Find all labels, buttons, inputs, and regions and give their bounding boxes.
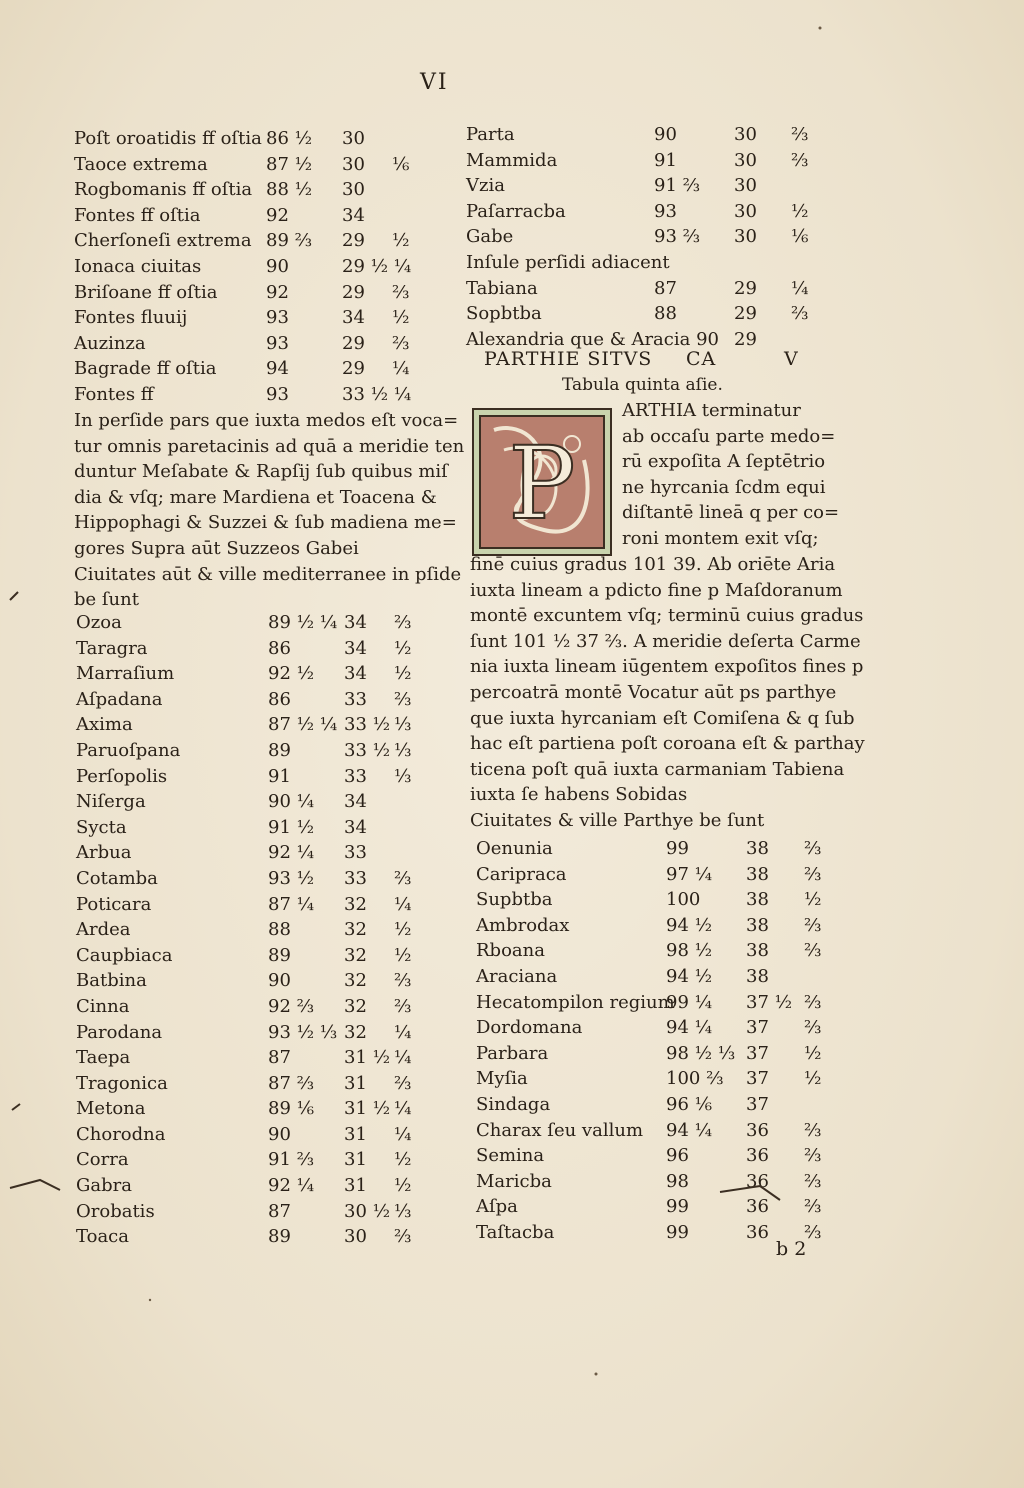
longitude-value: 100 (666, 889, 701, 911)
latitude-value: 33 ½ (344, 714, 391, 736)
longitude-value: 93 (654, 200, 677, 222)
longitude-value: 94 ¼ (666, 1017, 713, 1039)
text-line: gores Supra aūt Suzzeos Gabei (74, 537, 359, 559)
place-name: Fontes fluuij (74, 307, 188, 329)
fraction-value: ⅙ (791, 226, 809, 248)
longitude-value: 100 ⅔ (666, 1068, 724, 1090)
text-line: iuxta lineam a pdicto fine p Maſdoranum (470, 579, 843, 601)
fraction-value: ⅔ (394, 867, 412, 889)
fraction-value: ½ (394, 944, 412, 966)
fraction-value: ⅔ (804, 838, 822, 859)
latitude-value: 29 (734, 328, 757, 350)
place-name: Araciana (476, 965, 558, 987)
place-name: Mammida (466, 149, 558, 171)
longitude-value: 86 ½ (266, 128, 313, 149)
latitude-value: 34 (344, 637, 367, 659)
latitude-value: 38 (746, 889, 769, 911)
text-line: montē excuntem vſq; terminū cuius gradus (470, 605, 864, 627)
latitude-value: 36 (746, 1119, 769, 1141)
place-name: Axima (76, 714, 133, 736)
longitude-value: 92 ¼ (268, 1175, 315, 1197)
text-line: hac eſt partiena poſt coroana eſt & parthay (470, 733, 865, 755)
fraction-value: ⅔ (394, 612, 412, 633)
fraction-value: ⅔ (392, 332, 410, 354)
longitude-value: 93 ½ (268, 867, 315, 889)
fraction-value: ¼ (394, 1123, 412, 1145)
place-name: Inſule perſidi adiacent (466, 251, 670, 273)
place-name: Tragonica (76, 1072, 168, 1094)
place-name: Fontes ff (74, 383, 154, 405)
fraction-value: ¼ (791, 277, 809, 299)
fraction-value: ⅔ (804, 1221, 822, 1243)
longitude-value: 87 (268, 1047, 291, 1069)
place-name: Maricba (476, 1170, 552, 1192)
text-line: roni montem exit vſq; (622, 527, 819, 549)
place-name: Taragra (76, 637, 148, 659)
latitude-value: 31 ½ (344, 1047, 391, 1069)
longitude-value: 96 ⅙ (666, 1093, 713, 1115)
place-name: Hecatompilon regium (476, 991, 675, 1013)
place-name: Perſopolis (76, 765, 168, 787)
fraction-value: ⅔ (804, 1145, 822, 1167)
signature-mark: b 2 (776, 1238, 807, 1260)
latitude-value: 37 (746, 1017, 769, 1039)
longitude-value: 89 ½ ¼ (268, 612, 338, 633)
longitude-value: 93 (266, 307, 289, 329)
longitude-value: 91 (268, 765, 291, 787)
latitude-value: 34 (344, 816, 367, 838)
fraction-value: ⅔ (804, 1017, 822, 1039)
latitude-value: 34 (342, 204, 365, 226)
place-name: Batbina (76, 970, 147, 992)
fraction-value: ⅔ (394, 970, 412, 992)
place-name: Oenunia (476, 838, 553, 859)
fraction-value: ¼ (392, 358, 410, 380)
latitude-value: 29 (342, 358, 365, 380)
latitude-value: 30 (734, 200, 757, 222)
longitude-value: 86 (268, 688, 291, 710)
longitude-value: 92 ½ (268, 663, 315, 685)
latitude-value: 30 ½ (344, 1200, 391, 1222)
fraction-value: ⅔ (394, 995, 412, 1017)
place-name: Fontes ff oſtia (74, 204, 201, 226)
place-name: Supbtba (476, 889, 553, 911)
longitude-value: 89 ⅙ (268, 1098, 315, 1120)
place-name: Aſpadana (76, 688, 163, 710)
fraction-value: ½ (394, 663, 412, 685)
longitude-value: 87 (268, 1200, 291, 1222)
text-line: duntur Meſabate & Rapſij ſub quibus miſ (74, 461, 448, 483)
place-name: Aſpa (476, 1196, 518, 1218)
latitude-value: 34 (342, 307, 365, 329)
longitude-value: 88 (268, 919, 291, 941)
text-line: ab occaſu parte medo= (622, 425, 836, 447)
latitude-value: 30 (734, 226, 757, 248)
place-name: Cherſoneſi extrema (74, 230, 252, 252)
fraction-value: ½ (394, 1175, 412, 1197)
heading-title: PARTHIE SITVS (484, 348, 653, 370)
longitude-value: 88 (654, 303, 677, 325)
longitude-value: 92 (266, 281, 289, 303)
longitude-value: 87 ⅔ (268, 1072, 315, 1094)
longitude-value: 92 (266, 204, 289, 226)
latitude-value: 37 ½ (746, 991, 793, 1013)
place-name: Orobatis (76, 1200, 155, 1222)
fraction-value: ⅔ (791, 303, 809, 325)
longitude-value: 98 ½ ⅓ (666, 1042, 736, 1064)
place-name: Chorodna (76, 1123, 166, 1145)
longitude-value: 87 ¼ (268, 893, 315, 915)
place-name: Niſerga (76, 791, 146, 813)
place-name: Arbua (76, 842, 132, 864)
text-line: ticena poſt quā iuxta carmaniam Tabiena (470, 758, 845, 780)
latitude-value: 31 (344, 1149, 367, 1171)
place-name: Gabe (466, 226, 514, 248)
place-name: Parbara (476, 1042, 549, 1064)
fraction-value: ⅔ (804, 1196, 822, 1218)
latitude-value: 30 (342, 128, 365, 149)
fraction-value: ⅔ (804, 1170, 822, 1192)
place-name: Parta (466, 124, 515, 145)
longitude-value: 94 ½ (666, 914, 713, 936)
text-line: tur omnis paretacinis ad quā a meridie ten (74, 435, 465, 457)
latitude-value: 31 ½ (344, 1098, 391, 1120)
text-line: In perſide pars que iuxta medos eſt voca= (74, 410, 459, 431)
text-line: diſtantē lineā q per co= (622, 502, 840, 524)
text-line: ne hyrcania ſcdm equi (622, 476, 826, 498)
longitude-value: 87 ½ (266, 153, 313, 175)
place-name: Caripraca (476, 863, 567, 885)
latitude-value: 33 ½ (344, 739, 391, 761)
latitude-value: 32 (344, 919, 367, 941)
place-name: Myſia (476, 1068, 528, 1090)
longitude-value: 90 ¼ (268, 791, 315, 813)
longitude-value: 93 (266, 383, 289, 405)
latitude-value: 36 (746, 1221, 769, 1243)
place-name: Vzia (466, 175, 505, 197)
latitude-value: 29 (734, 277, 757, 299)
place-name: Taoce extrema (74, 153, 208, 175)
latitude-value: 36 (746, 1196, 769, 1218)
place-name: Caupbiaca (76, 944, 173, 966)
longitude-value: 99 (666, 1221, 689, 1243)
latitude-value: 30 (734, 149, 757, 171)
place-name: Semina (476, 1145, 545, 1167)
place-name: Poticara (76, 893, 152, 915)
latitude-value: 33 (344, 688, 367, 710)
place-name: Briſoane ff oſtia (74, 281, 218, 303)
latitude-value: 38 (746, 940, 769, 962)
longitude-value: 87 ½ ¼ (268, 714, 338, 736)
fraction-value: ½ (392, 230, 410, 252)
fraction-value: ⅔ (791, 149, 809, 171)
fraction-value: ⅓ (394, 739, 412, 761)
place-name: Auzinza (74, 332, 146, 354)
latitude-value: 33 ½ ¼ (342, 383, 412, 405)
place-name: Parodana (76, 1021, 163, 1043)
latitude-value: 34 (344, 663, 367, 685)
longitude-value: 93 (266, 332, 289, 354)
latitude-value: 32 (344, 970, 367, 992)
latitude-value: 37 (746, 1068, 769, 1090)
fraction-value: ½ (791, 200, 809, 222)
longitude-value: 98 (666, 1170, 689, 1192)
longitude-value: 91 ⅔ (654, 175, 701, 197)
fraction-value: ⅔ (392, 281, 410, 303)
place-name: Paruoſpana (76, 739, 181, 761)
latitude-value: 34 (344, 612, 367, 633)
longitude-value: 93 ½ ⅓ (268, 1021, 338, 1043)
text-line: rū expoſita A ſeptētrio (622, 451, 826, 473)
latitude-value: 33 (344, 867, 367, 889)
fraction-value: ½ (804, 889, 822, 911)
place-name: Poſt oroatidis ff oſtia (74, 128, 262, 149)
place-name: Gabra (76, 1175, 132, 1197)
place-name: Rogbomanis ff oſtia (74, 179, 253, 201)
latitude-value: 38 (746, 863, 769, 885)
latitude-value: 30 (734, 175, 757, 197)
longitude-value: 90 (268, 970, 291, 992)
place-name: Rboana (476, 940, 545, 962)
latitude-value: 33 (344, 765, 367, 787)
place-name: Cinna (76, 995, 130, 1017)
longitude-value: 99 (666, 838, 689, 859)
latitude-value: 38 (746, 838, 769, 859)
text-line: Ciuitates aūt & ville mediterranee in pſide (74, 563, 462, 585)
longitude-value: 89 (268, 1226, 291, 1248)
text-line: finē cuius gradus 101 39. Ab oriēte Aria (470, 554, 836, 575)
latitude-value: 30 (342, 179, 365, 201)
fraction-value: ½ (392, 307, 410, 329)
fraction-value: ⅓ (394, 765, 412, 787)
longitude-value: 97 ¼ (666, 863, 713, 885)
place-name: Sopbtba (466, 303, 542, 325)
longitude-value: 92 ⅔ (268, 995, 315, 1017)
latitude-value: 32 (344, 944, 367, 966)
fraction-value: ½ (394, 637, 412, 659)
latitude-value: 29 (342, 230, 365, 252)
heading-chapter: CA (686, 348, 717, 370)
place-name: Toaca (76, 1226, 129, 1248)
latitude-value: 32 (344, 995, 367, 1017)
fraction-value: ⅓ (394, 714, 412, 736)
longitude-value: 94 ¼ (666, 1119, 713, 1141)
longitude-value: 92 ¼ (268, 842, 315, 864)
text-line: ARTHIA terminatur (622, 400, 801, 421)
latitude-value: 34 (344, 791, 367, 813)
latitude-value: 29 (342, 332, 365, 354)
longitude-value: 87 (654, 277, 677, 299)
fraction-value: ¼ (394, 893, 412, 915)
longitude-value: 99 ¼ (666, 991, 713, 1013)
place-name: Corra (76, 1149, 129, 1171)
latitude-value: 30 (342, 153, 365, 175)
folio-number: VI (420, 70, 449, 95)
fraction-value: ¼ (394, 1098, 412, 1120)
latitude-value: 37 (746, 1093, 769, 1115)
longitude-value: 90 (266, 255, 289, 277)
latitude-value: 32 (344, 893, 367, 915)
fraction-value: ⅔ (394, 1072, 412, 1094)
place-name: Charax ſeu vallum (476, 1119, 644, 1141)
fraction-value: ⅔ (804, 914, 822, 936)
longitude-value: 86 (268, 637, 291, 659)
latitude-value: 36 (746, 1170, 769, 1192)
longitude-value: 91 ½ (268, 816, 315, 838)
text-line: Hippophagi & Suzzei & ſub madiena me= (74, 512, 457, 534)
fraction-value: ½ (804, 1042, 822, 1064)
place-name: Sindaga (476, 1093, 551, 1115)
longitude-value: 96 (666, 1145, 689, 1167)
place-name: Cotamba (76, 867, 158, 889)
place-name: Ardea (76, 919, 131, 941)
longitude-value: 98 ½ (666, 940, 713, 962)
latitude-value: 30 (344, 1226, 367, 1248)
latitude-value: 29 (734, 303, 757, 325)
fraction-value: ⅔ (804, 1119, 822, 1141)
text-line: percoatrā montē Vocatur aūt ps parthye (470, 681, 837, 703)
latitude-value: 38 (746, 914, 769, 936)
longitude-value: 93 ⅔ (654, 226, 701, 248)
longitude-value: 90 (654, 124, 677, 145)
longitude-value: 89 (268, 739, 291, 761)
latitude-value: 30 (734, 124, 757, 145)
fraction-value: ¼ (394, 1047, 412, 1069)
fraction-value: ¼ (394, 1021, 412, 1043)
fraction-value: ½ (394, 1149, 412, 1171)
longitude-value: 91 ⅔ (268, 1149, 315, 1171)
place-name: Marraſium (76, 663, 175, 685)
place-name: Taſtacba (476, 1221, 555, 1243)
place-name: Ambrodax (476, 914, 570, 936)
place-name: Metona (76, 1098, 146, 1120)
place-name: Bagrade ff oſtia (74, 358, 217, 380)
place-name: Ionaca ciuitas (74, 255, 202, 277)
longitude-value: 90 (268, 1123, 291, 1145)
latitude-value: 38 (746, 965, 769, 987)
place-name: Alexandria que & Aracia 90 (466, 328, 719, 350)
place-name: Taepa (76, 1047, 131, 1069)
latitude-value: 29 ½ ¼ (342, 255, 412, 277)
section-subheading: Tabula quinta aſie. (562, 375, 723, 395)
place-name: Sycta (76, 816, 127, 838)
text-line: dia & vſq; mare Mardiena et Toacena & (74, 486, 437, 508)
text-line: iuxta ſe habens Sobidas (470, 784, 688, 806)
heading-number: V (784, 348, 799, 370)
text-line: nia iuxta lineam iūgentem expoſitos fines p (470, 656, 864, 678)
longitude-value: 91 (654, 149, 677, 171)
longitude-value: 88 ½ (266, 179, 313, 201)
fraction-value: ⅔ (804, 863, 822, 885)
fraction-value: ⅔ (394, 688, 412, 710)
fraction-value: ½ (804, 1068, 822, 1090)
place-name: Tabiana (466, 277, 538, 299)
latitude-value: 31 (344, 1072, 367, 1094)
text-line: que iuxta hyrcaniam eſt Comiſena & q ſub (470, 707, 855, 729)
place-name: Ozoa (76, 612, 122, 633)
place-name: Dordomana (476, 1017, 583, 1039)
latitude-value: 31 (344, 1175, 367, 1197)
longitude-value: 94 ½ (666, 965, 713, 987)
fraction-value: ⅔ (394, 1226, 412, 1248)
fraction-value: ⅓ (394, 1200, 412, 1222)
latitude-value: 37 (746, 1042, 769, 1064)
longitude-value: 89 ⅔ (266, 230, 313, 252)
longitude-value: 99 (666, 1196, 689, 1218)
fraction-value: ⅙ (392, 153, 410, 175)
latitude-value: 29 (342, 281, 365, 303)
fraction-value: ½ (394, 919, 412, 941)
text-line: be ſunt (74, 589, 139, 611)
fraction-value: ⅔ (804, 991, 822, 1013)
latitude-value: 36 (746, 1145, 769, 1167)
latitude-value: 31 (344, 1123, 367, 1145)
fraction-value: ⅔ (804, 940, 822, 962)
fraction-value: ⅔ (791, 124, 809, 145)
latitude-value: 32 (344, 1021, 367, 1043)
latitude-value: 33 (344, 842, 367, 864)
text-line: Ciuitates & ville Parthye be ſunt (470, 809, 765, 831)
longitude-value: 94 (266, 358, 289, 380)
text-line: ſunt 101 ½ 37 ⅔. A meridie deſerta Carme (470, 630, 861, 652)
place-name: Paſarracba (466, 200, 566, 222)
initial-glyph: P (508, 425, 576, 542)
longitude-value: 89 (268, 944, 291, 966)
